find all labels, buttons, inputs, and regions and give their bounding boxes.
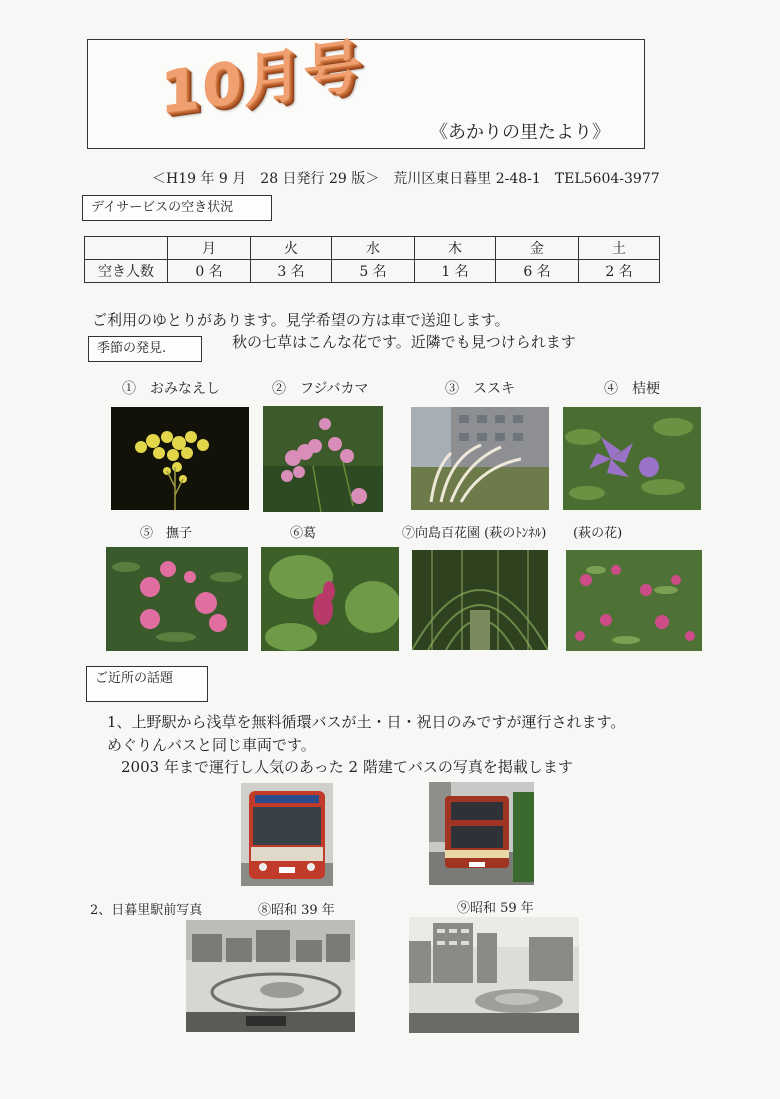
kuzu-photo [261, 547, 399, 651]
row-header: 空き人数 [85, 260, 168, 283]
flower-label: ⑦向島百花園 (萩のﾄﾝﾈﾙ) [402, 526, 547, 541]
meguri-bus-photo [241, 783, 333, 886]
topic-1-line1: 1、上野駅から浅草を無料循環バスが土・日・祝日のみですが運行されます。 [107, 713, 626, 731]
flower-label: ⑤ 撫子 [140, 526, 193, 541]
day-header: 月 [168, 237, 251, 260]
topic-1-line3: 2003 年まで運行し人気のあった 2 階建てバスの写真を掲載します [121, 758, 573, 776]
kikyo-photo [563, 407, 701, 510]
day-header: 木 [415, 237, 496, 260]
count-cell: 6 名 [496, 260, 579, 283]
table-row [85, 237, 660, 260]
photo-caption-8: ⑧昭和 39 年 [258, 903, 335, 918]
nadeshiko-photo [106, 547, 248, 651]
ominaeshi-photo [111, 407, 249, 510]
flower-label: ⑥葛 [290, 526, 317, 541]
table-row [85, 260, 660, 283]
count-cell: 1 名 [415, 260, 496, 283]
day-header: 火 [251, 237, 332, 260]
day-header: 土 [579, 237, 660, 260]
count-cell: 3 名 [251, 260, 332, 283]
season-label: 季節の発見. [88, 336, 202, 362]
count-cell: 0 名 [168, 260, 251, 283]
season-intro: 秋の七草はこんな花です。近隣でも見つけられます [232, 333, 576, 351]
dayservice-note: ご利用のゆとりがあります。見学希望の方は車で送迎します。 [92, 311, 510, 329]
hagi-flower-photo [566, 550, 702, 651]
nippori-station-1964-photo [186, 920, 355, 1032]
day-header: 金 [496, 237, 579, 260]
table-corner [85, 237, 168, 260]
issue-info: ＜H19 年 9 月 28 日発行 29 版＞ 荒川区東日暮里 2-48-1 TEL5604-3977 [152, 171, 660, 187]
availability-table [84, 236, 660, 283]
nippori-station-1984-photo [409, 917, 579, 1033]
double-decker-bus-photo [429, 782, 534, 885]
flower-label: ④ 桔梗 [604, 381, 660, 397]
flower-label: ③ ススキ [445, 381, 515, 397]
fujibakama-photo [263, 406, 383, 512]
dayservice-label: デイサービスの空き状況 [82, 195, 272, 221]
count-cell: 5 名 [332, 260, 415, 283]
susuki-photo [411, 407, 549, 510]
topic-2-label: 2、日暮里駅前写真 [90, 903, 203, 918]
issue-title: 10月号 [160, 30, 363, 128]
photo-caption-9: ⑨昭和 59 年 [457, 901, 534, 916]
topic-1-line2: めぐりんバスと同じ車両です。 [107, 736, 316, 754]
flower-label: ① おみなえし [122, 381, 220, 397]
count-cell: 2 名 [579, 260, 660, 283]
day-header: 水 [332, 237, 415, 260]
hagi-tunnel-photo [412, 550, 548, 650]
newsletter-subtitle: 《あかりの里たより》 [430, 122, 610, 143]
neighborhood-label: ご近所の話題 [86, 666, 208, 702]
flower-label: (萩の花) [573, 526, 623, 541]
flower-label: ② フジバカマ [272, 381, 369, 397]
